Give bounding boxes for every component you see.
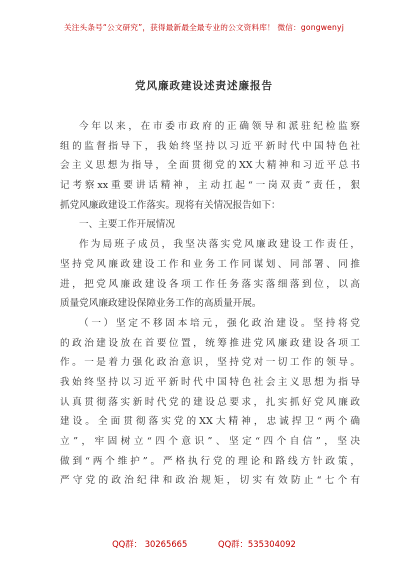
body-line: 作为局班子成员，我坚决落实党风廉政建设工作责任，	[79, 239, 360, 251]
footer-contact	[0, 538, 408, 550]
body-line: 我始终坚持以习近平新时代中国特色社会主义思想为指导	[60, 376, 360, 388]
body-line: 的政治建设放在首要位置，统筹推进党风廉政建设各项工	[60, 337, 360, 349]
body-line: 立”，牢固树立“四个意识”、坚定“四个自信”，坚决	[60, 436, 360, 447]
body-line: 建设。全面贯彻落实党的XX大精神，忠诚捍卫“两个确	[60, 416, 360, 428]
body-line: 记考察xx重要讲话精神，主动扛起“一岗双责”责任，狠	[60, 180, 360, 192]
body-line: 进，把党风廉政建设各项工作任务落实落细落到位，以高	[60, 278, 360, 290]
document-title: 党风廉政建设述责述廉报告	[135, 80, 273, 92]
footer-qq-group-1: QQ群： 30265665	[112, 539, 188, 549]
body-line: 作。一是着力强化政治意识，坚持党对一切工作的领导。	[60, 357, 360, 369]
body-line: 今年以来，在市委市政府的正确领导和派驻纪检监察	[79, 121, 360, 132]
body-line: 严守党的政治纪律和政治规矩，切实有效防止“七个有	[60, 475, 360, 487]
footer-qq-group-2: QQ群：535304092	[218, 539, 296, 549]
header-banner: 关注头条号“公文研究”，获得最新最全最专业的公文资料库！ 微信：gongwenyj	[63, 23, 345, 32]
body-line: 会主义思想为指导，全面贯彻党的XX大精神和习近平总书	[60, 160, 360, 172]
body-line: 做到“两个维护”。严格执行党的理论和路线方针政策，	[60, 455, 360, 467]
document-body	[60, 117, 360, 491]
section-heading: 一、主要工作开展情况	[79, 219, 175, 231]
body-line: 抓党风廉政建设工作落实。现将有关情况报告如下：	[60, 199, 281, 211]
body-line: 坚持党风廉政建设工作和业务工作同谋划、同部署、同推	[60, 258, 360, 270]
body-line: （一）坚定不移固本培元，强化政治建设。坚持将党	[79, 317, 360, 329]
body-line: 质量党风廉政建设保障业务工作的高质量开展。	[60, 298, 262, 310]
body-line: 认真贯彻落实新时代党的建设总要求，扎实抓好党风廉政	[60, 396, 360, 408]
body-line: 组的监督指导下，我始终坚持以习近平新时代中国特色社	[60, 140, 360, 152]
